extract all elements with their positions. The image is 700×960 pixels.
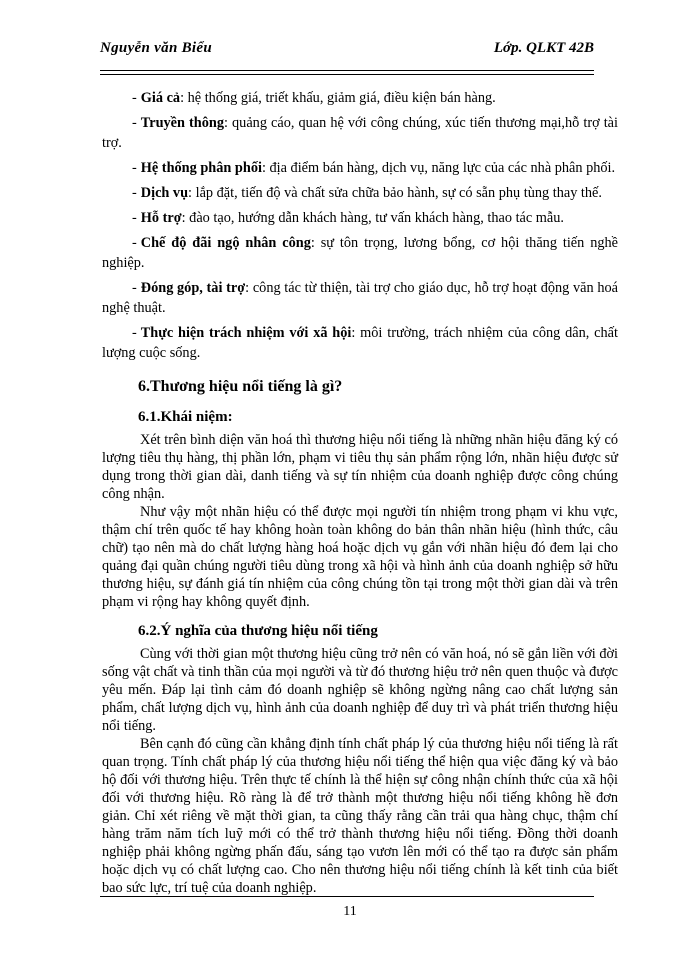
bullet-term: Hệ thống phân phối [140, 160, 262, 176]
bullet-term: Chế độ đãi ngộ nhân công [140, 235, 311, 251]
bullet-term: Thực hiện trách nhiệm với xã hội [140, 325, 352, 341]
subsection-heading: 6.2.Ý nghĩa của thương hiệu nổi tiếng [138, 623, 378, 639]
header-rule [100, 70, 594, 75]
bullet-text: : lắp đặt, tiến độ và chất sửa chữa bảo hành, sự có sẵn phụ tùng thay thế. [188, 185, 602, 201]
bullet-item: - Hỗ trợ: đào tạo, hướng dẫn khách hàng, tư vấn khách hàng, thao tác mẫu. [132, 210, 564, 226]
bullet-text: : môi trường, trách nhiệm của công dân, chất lượng cuộc sống. [102, 325, 618, 361]
bullet-term: Giá cả [140, 90, 181, 106]
subsection-heading: 6.1.Khái niệm: [138, 409, 233, 425]
body-paragraph: Xét trên bình diện văn hoá thì thương hiệu nổi tiếng là những nhãn hiệu đăng ký có lượng tiêu thụ hàng, thị phần lớn, phạm vi tiêu thụ sản phẩm rộng lớn, nhãn hiệu được sử dụng trong thời gian dài, danh tiếng và sự tín nhiệm của doanh nghiệp được công chúng công nhận. [102, 432, 618, 502]
header-author: Nguyễn văn Biểu [100, 40, 213, 56]
section-heading: 6.Thương hiệu nổi tiếng là gì? [138, 378, 343, 395]
bullet-item: - Hệ thống phân phối: địa điểm bán hàng, dịch vụ, năng lực của các nhà phân phối. [132, 160, 616, 176]
body-paragraph: Như vậy một nhãn hiệu có thể được mọi người tín nhiệm trong phạm vi khu vực, thậm chí trên quốc tế hay không hoàn toàn không do bản thân nhãn hiệu (hình thức, câu chữ) tạo nên mà do chất lượng hàng hoá hoặc dịch vụ gắn với nhãn hiệu đó đem lại cho quảng đại quần chúng người tiêu dùng trong xã hội và hình ảnh của doanh nghiệp sở hữu thương hiệu, sự đánh giá tín nhiệm của công chúng tồn tại trong một thời gian dài và trên phạm vi rộng hay không quyết định. [102, 504, 618, 610]
page-content [102, 88, 618, 897]
body-paragraph: Cùng với thời gian một thương hiệu cũng trở nên có văn hoá, nó sẽ gắn liền với đời sống vật chất và tinh thần của mọi người và từ đó thương hiệu trở nên quen thuộc và được yêu mến. Đáp lại tình cảm đó doanh nghiệp sẽ không ngừng nâng cao chất lượng sản phẩm, chất lượng dịch vụ, hình ảnh của doanh nghiệp để duy trì và phát triển thương hiệu nổi tiếng. [102, 646, 618, 734]
bullet-term: Đóng góp, tài trợ [140, 280, 246, 296]
bullet-text: : địa điểm bán hàng, dịch vụ, năng lực của các nhà phân phối. [261, 160, 616, 176]
bullet-text: : quảng cáo, quan hệ với công chúng, xúc tiến thương mại,hỗ trợ tài trợ. [102, 115, 618, 151]
page-number: 11 [343, 904, 357, 919]
header-class: Lớp. QLKT 42B [493, 40, 594, 56]
bullet-text: : công tác từ thiện, tài trợ cho giáo dục, hỗ trợ hoạt động văn hoá nghệ thuật. [102, 280, 618, 316]
body-paragraph: Bên cạnh đó cũng cần khẳng định tính chất pháp lý của thương hiệu nổi tiếng là rất quan trọng. Tính chất pháp lý của thương hiệu nổi tiếng thể hiện qua việc đăng ký và bảo hộ đối với thương hiệu. Trên thực tế chính là thể hiện sự công nhận chính thức của xã hội đối với thương hiệu. Rõ ràng là để trở thành một thương hiệu nổi tiếng không hề đơn giản. Chỉ xét riêng về mặt thời gian, ta cũng thấy rằng cần trải qua hàng chục, thậm chí hàng trăm năm tích luỹ mới có thể trở thành thương hiệu nổi tiếng. Đồng thời doanh nghiệp phải không ngừng phấn đấu, sáng tạo vươn lên mới có thể tạo ra được sản phẩm hoặc dịch vụ có chất lượng cao. Cho nên thương hiệu nổi tiếng chính là kết tinh của biết bao sức lực, trí tuệ của doanh nghiệp. [102, 736, 618, 896]
bullet-item: - Chế độ đãi ngộ nhân công: sự tôn trọng, lương bổng, cơ hội thăng tiến nghề nghiệp. [102, 235, 618, 271]
bullet-item: - Đóng góp, tài trợ: công tác từ thiện, tài trợ cho giáo dục, hỗ trợ hoạt động văn hoá nghệ thuật. [102, 280, 618, 316]
footer-rule [100, 896, 594, 897]
bullet-term: Truyền thông [140, 115, 224, 131]
bullet-item: - Dịch vụ: lắp đặt, tiến độ và chất sửa chữa bảo hành, sự có sẵn phụ tùng thay thế. [132, 185, 602, 201]
bullet-text: : đào tạo, hướng dẫn khách hàng, tư vấn khách hàng, thao tác mẫu. [181, 210, 564, 226]
bullet-text: : hệ thống giá, triết khấu, giảm giá, điều kiện bán hàng. [180, 90, 496, 106]
bullet-term: Hỗ trợ [140, 210, 182, 226]
bullet-item: - Giá cả: hệ thống giá, triết khấu, giảm giá, điều kiện bán hàng. [132, 90, 496, 106]
bullet-item: - Thực hiện trách nhiệm với xã hội: môi trường, trách nhiệm của công dân, chất lượng cuộc sống. [102, 325, 618, 361]
bullet-item: - Truyền thông: quảng cáo, quan hệ với công chúng, xúc tiến thương mại,hỗ trợ tài trợ. [102, 115, 618, 151]
bullet-text: : sự tôn trọng, lương bổng, cơ hội thăng tiến nghề nghiệp. [102, 235, 618, 271]
page-header [100, 40, 594, 70]
bullet-term: Dịch vụ [140, 185, 189, 201]
